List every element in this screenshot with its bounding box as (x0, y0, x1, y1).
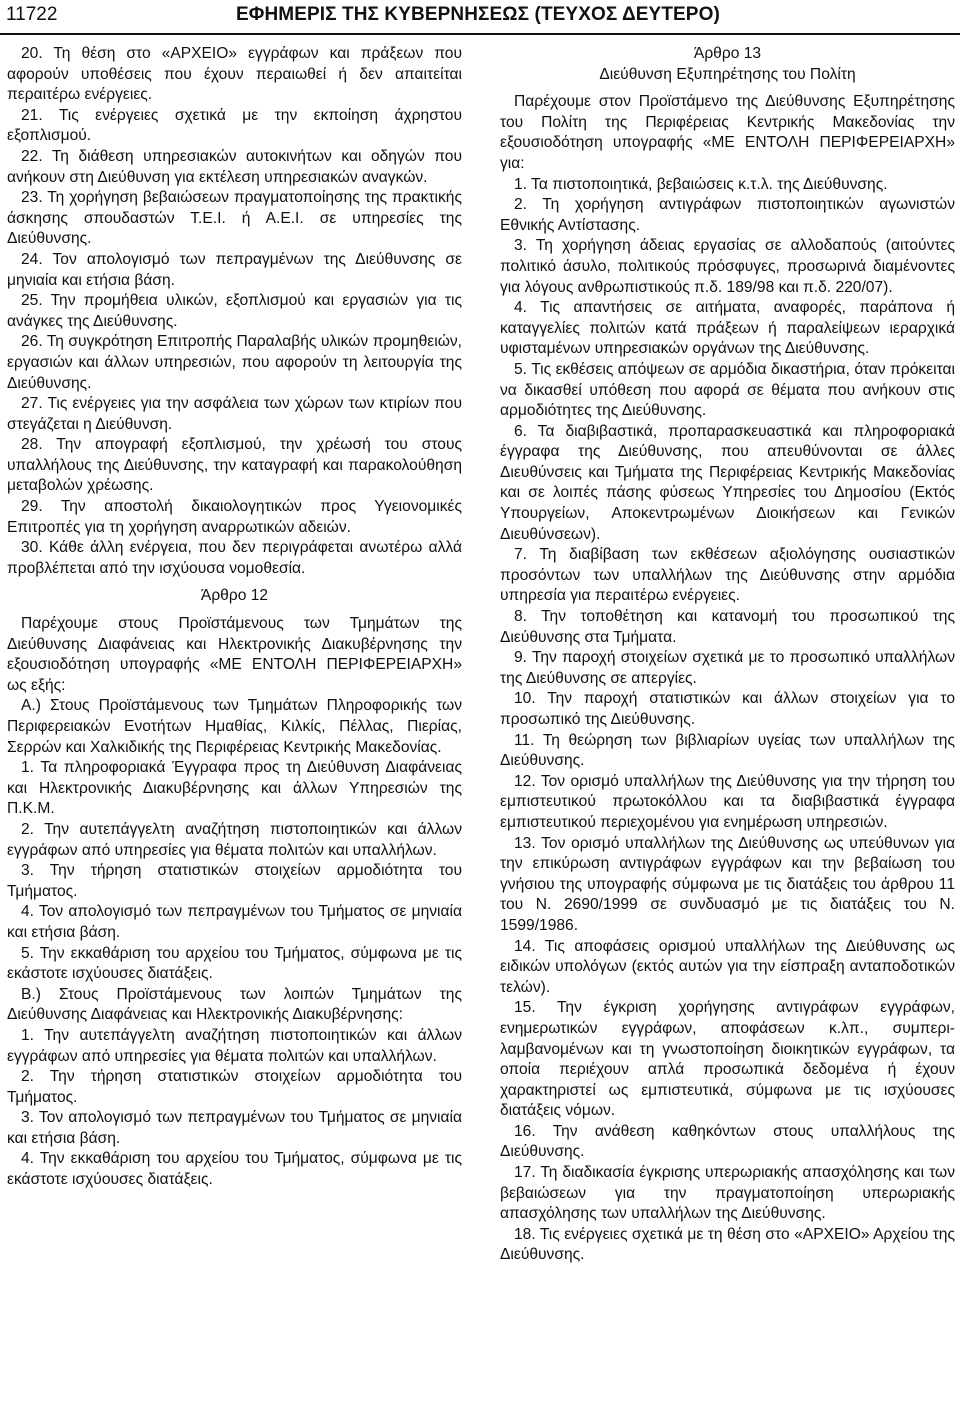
item-21: 21. Τις ενέργειες σχετικά με την εκποίηση άχρηστου εξοπλισμού. (7, 106, 462, 145)
r-item-15: 15. Την έγκριση χορήγησης αντιγράφων εγγράφων, ενημερωτικών εγγράφων, αποφάσεων κ.λπ., συμπεριλαμβανομένων και τη γνωστοποίηση διοικητικών εγγράφων, τα οποία περιέχουν απλά προσωπικά δεδομένα ή έχουν χαρακτηριστεί ως εμπιστευτικά, σύμφωνα με τις ισχύουσες διατάξεις νόμων. (500, 999, 955, 1120)
item-23: 23. Τη χορήγηση βεβαιώσεων πραγματοποίησης της πρακτικής άσκησης σπουδαστών Τ.Ε.Ι. ή Α.Ε.Ι. σε υπηρεσίες της Διεύθυνσης. (7, 189, 462, 248)
page-header (0, 0, 960, 36)
section-b: Β.) Στους Προϊστάμενους των λοιπών Τμημάτων της Διεύθυνσης Διαφάνειας και Ηλεκτρονικής Διακυβέρνησης: (7, 985, 462, 1024)
section-b-item-2: 2. Την τήρηση στατιστικών στοιχείων αρμοδιότητα του Τμήματος. (7, 1068, 462, 1106)
section-a: Α.) Στους Προϊστάμενους των Τμημάτων Πληροφορικής των Περιφερειακών Ενοτήτων Ημαθίας, Κιλκίς, Πέλλας, Πιερίας, Σερρών και Χαλκιδικής της Περιφέρειας Κεντρικής Μακεδονίας. (7, 697, 462, 756)
item-30: 30. Κάθε άλλη ενέργεια, που δεν περιγράφεται ανωτέρω αλλά προβλέπεται από την ισχύουσα νομοθεσία. (7, 539, 462, 577)
item-27: 27. Τις ενέργειες για την ασφάλεια των χώρων των κτιρίων που στεγάζεται η Διεύθυνση. (7, 395, 462, 433)
item-29: 29. Την αποστολή δικαιολογητικών προς Υγειονομικές Επιτροπές για τη χορήγηση αναρρωτικών αδειών. (7, 498, 462, 536)
section-a-item-4: 4. Τον απολογισμό των πεπραγμένων του Τμήματος σε μηνιαία και ετήσια βάση. (7, 903, 462, 941)
article-13-heading: Άρθρο 13 (693, 45, 762, 62)
r-item-9: 9. Την παροχή στοιχείων σχετικά με το προσωπικό υπαλλήλων της Διεύθυνσης σε απεργίες. (500, 649, 955, 687)
section-b-item-4: 4. Την εκκαθάριση του αρχείου του Τμήματος, σύμφωνα με τις εκάστοτε ισχύουσες διατάξεις. (7, 1150, 462, 1189)
r-item-10: 10. Την παροχή στατιστικών και άλλων στοιχείων για το προσωπικό της Διεύθυνσης. (500, 690, 955, 728)
page-number: 11722 (6, 4, 58, 25)
r-item-14: 14. Τις αποφάσεις ορισμού υπαλλήλων της Διεύθυνσης ως ειδικών υπολόγων (εκτός αυτών για την είσπραξη ανταποδοτικών τελών). (500, 937, 955, 996)
left-column (7, 44, 462, 1424)
item-24: 24. Τον απολογισμό των πεπραγμένων της Διεύθυνσης σε μηνιαία και ετήσια βάση. (7, 250, 462, 289)
r-item-6: 6. Τα διαβιβαστικά, προπαρασκευαστικά και πληροφοριακά έγγραφα της Διεύθυνσης, που απευθύνονται σε άλλες Διευθύνσεις και Τμήματα της Περιφέρειας Κεντρικής Μακεδονίας και σε λοιπές πάσης φύσεως Υπηρεσίες του Δημοσίου (Εκτός Υπουργείων, Αποκεντρωμένων Διοικήσεων και Γενικών Διευθύνσεων). (500, 422, 955, 543)
r-item-11: 11. Τη θεώρηση των βιβλιαρίων υγείας των υπαλλήλων της Διεύθυνσης. (500, 731, 955, 770)
journal-title: ΕΦΗΜΕΡΙΣ ΤΗΣ ΚΥΒΕΡΝΗΣΕΩΣ (ΤΕΥΧΟΣ ΔΕΥΤΕΡΟ) (236, 4, 720, 25)
section-a-item-2: 2. Την αυτεπάγγελτη αναζήτηση πιστοποιητικών και άλλων εγγράφων από υπηρεσίες για θέματα πολιτών και υπαλλήλων. (7, 820, 462, 859)
r-item-17: 17. Τη διαδικασία έγκρισης υπερωριακής απασχόλησης και των βεβαιώσεων για την πραγματοποίηση υπερωριακής απασχόλησης των υπαλλήλων της Διεύθυνσης. (500, 1164, 955, 1223)
item-20: 20. Τη θέση στο «ΑΡΧΕΙΟ» εγγράφων και πράξεων που αφορούν υποθέσεις που έχουν περαιωθεί ή δεν απαιτείται περαιτέρω ενέργειες. (7, 45, 462, 104)
item-25: 25. Την προμήθεια υλικών, εξοπλισμού και εργασιών για τις ανάγκες της Διεύθυνσης. (7, 292, 462, 330)
right-column (500, 44, 955, 1424)
r-item-18: 18. Τις ενέργειες σχετικά με τη θέση στο «ΑΡΧΕΙΟ» Αρχείου της Διεύθυνσης. (500, 1225, 955, 1264)
r-item-4: 4. Τις απαντήσεις σε αιτήματα, αναφορές, παράπονα ή καταγγελίες πολιτών κατά πράξεων ή παραλείψεων ιεραρχικά υφισταμένων υπηρεσιακών οργάνων της Διεύθυνσης. (500, 299, 955, 358)
r-item-7: 7. Τη διαβίβαση των εκθέσεων αξιολόγησης ουσιαστικών προσόντων των υπαλλήλων της Διεύθυνσης στην αρμόδια υπηρεσία για περαιτέρω ενέργειες. (500, 546, 955, 605)
section-b-item-3: 3. Τον απολογισμό των πεπραγμένων του Τμήματος σε μηνιαία και ετήσια βάση. (7, 1109, 462, 1147)
r-item-8: 8. Την τοποθέτηση και κατανομή του προσωπικού της Διεύθυνσης στα Τμήματα. (500, 608, 955, 646)
r-item-16: 16. Την ανάθεση καθηκόντων στους υπαλλήλους της Διεύθυνσης. (500, 1122, 955, 1161)
article-13-intro: Παρέχουμε στον Προϊστάμενο της Διεύθυνσης Εξυπηρέτησης του Πολίτη της Περιφέρειας Κεντρικής Μακεδονίας την εξουσιοδότηση υπογραφής «ΜΕ ΕΝΤΟΛΗ ΠΕΡΙΦΕΡΕΙΑΡΧΗ» για: (500, 93, 955, 172)
item-22: 22. Τη διάθεση υπηρεσιακών αυτοκινήτων και οδηγών που ανήκουν στη Διεύθυνση για εκτέλεση υπηρεσιακών αναγκών. (7, 147, 462, 186)
article-12-heading: Άρθρο 12 (200, 587, 269, 605)
section-a-item-3: 3. Την τήρηση στατιστικών στοιχείων αρμοδιότητα του Τμήματος. (7, 862, 462, 900)
item-26: 26. Τη συγκρότηση Επιτροπής Παραλαβής υλικών προμηθειών, εργασιών και άλλων υπηρεσιών, που αφορούν τη λειτουργία της Διεύθυνσης. (7, 333, 462, 392)
r-item-2: 2. Τη χορήγηση αντιγράφων πιστοποιητικών αγωνιστών Εθνικής Αντίστασης. (500, 196, 955, 234)
header-rule (0, 33, 960, 35)
r-item-12: 12. Τον ορισμό υπαλλήλων της Διεύθυνσης για την τήρηση του εμπιστευτικού πρωτοκόλλου και τα διαβιβαστικά έγγραφα εμπιστευτικού περιεχομένου για ενημέρωση υπηρεσιών. (500, 772, 955, 831)
section-b-item-1: 1. Την αυτεπάγγελτη αναζήτηση πιστοποιητικών και άλλων εγγράφων από υπηρεσίες για θέματα πολιτών και υπαλλήλων. (7, 1026, 462, 1065)
section-a-item-5: 5. Την εκκαθάριση του αρχείου του Τμήματος, σύμφωνα με τις εκάστοτε ισχύουσες διατάξεις. (7, 944, 462, 983)
section-a-item-1: 1. Τα πληροφοριακά Έγγραφα προς τη Διεύθυνση Διαφάνειας και Ηλεκτρονικής Διακυβέρνησης και άλλων Υπηρεσιών της Π.Κ.Μ. (7, 759, 462, 818)
article-12-intro: Παρέχουμε στους Προϊστάμενους των Τμημάτων της Διεύθυνσης Διαφάνειας και Ηλεκτρονικής Διακυβέρνησης την εξουσιοδότηση υπογραφής «ΜΕ ΕΝΤΟΛΗ ΠΕΡΙΦΕΡΕΙΑΡΧΗ» ως εξής: (7, 615, 462, 694)
article-13-subheading: Διεύθυνση Εξυπηρέτησης του Πολίτη (599, 65, 856, 83)
r-item-13: 13. Τον ορισμό υπαλλήλων της Διεύθυνσης ως υπεύθυνων για την επικύρωση αντιγράφων εγγράφων και την βεβαίωση του γνήσιου της υπογραφής σύμφωνα με τις διατάξεις του άρθρου 11 του Ν. 2690/1999 σε συνδυασμό με τις διατάξεις του Ν. 1599/1986. (500, 834, 955, 934)
r-item-5: 5. Τις εκθέσεις απόψεων σε αρμόδια δικαστήρια, όταν πρόκειται να δικασθεί υπόθεση που αφορά σε θέματα που ανήκουν στις αρμοδιότητες της Διεύθυνσης. (500, 360, 955, 420)
item-28: 28. Την απογραφή εξοπλισμού, την χρέωσή του στους υπαλλήλους της Διεύθυνσης, την καταγραφή και παρακολούθηση μεταβολών χρέωσης. (7, 436, 462, 495)
r-item-3: 3. Τη χορήγηση άδειας εργασίας σε αλλοδαπούς (αιτούντες πολιτικό άσυλο, πολιτικούς πρόσφυγες, προσωρινά διαμένοντες για λόγους ανθρωπιστικούς π.δ. 189/98 και π.δ. 220/07). (500, 237, 955, 296)
r-item-1: 1. Τα πιστοποιητικά, βεβαιώσεις κ.τ.λ. της Διεύθυνσης. (514, 175, 888, 193)
